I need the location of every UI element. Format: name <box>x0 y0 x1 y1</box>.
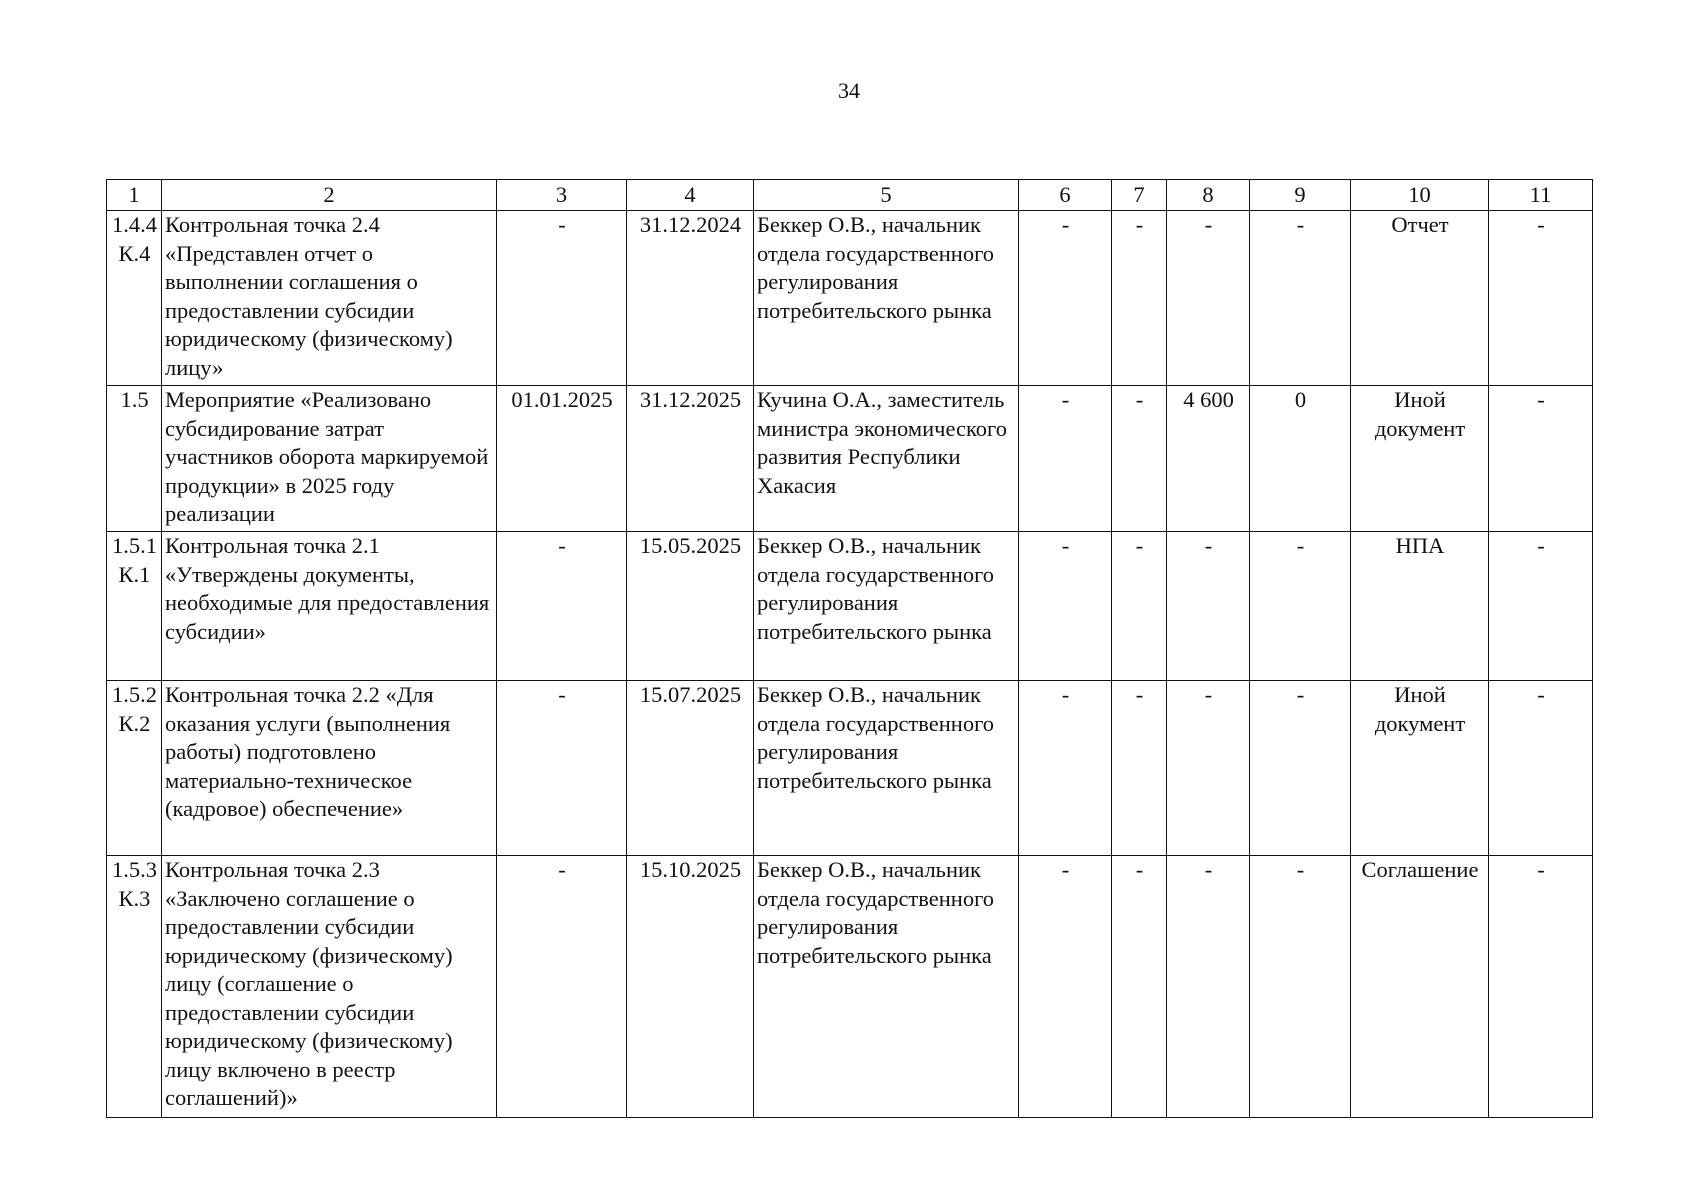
document-type: Соглашение <box>1351 856 1489 1118</box>
start-date: - <box>497 681 627 856</box>
column-header: 10 <box>1351 180 1489 211</box>
page-number: 34 <box>838 78 860 103</box>
start-date: - <box>497 211 627 386</box>
cell-col-7: - <box>1112 681 1167 856</box>
column-header: 5 <box>754 180 1019 211</box>
cell-col-11: - <box>1489 211 1593 386</box>
table-row <box>107 856 1593 1118</box>
responsible: Беккер О.В., начальник отдела государственного регулирования потребительского рынка <box>754 211 1019 386</box>
cell-col-8: 4 600 <box>1167 386 1250 532</box>
row-number: 1.5.2 К.2 <box>107 681 162 856</box>
table-row <box>107 681 1593 856</box>
responsible: Беккер О.В., начальник отдела государственного регулирования потребительского рынка <box>754 532 1019 681</box>
column-header: 9 <box>1250 180 1351 211</box>
cell-col-7: - <box>1112 856 1167 1118</box>
cell-col-9: - <box>1250 856 1351 1118</box>
cell-col-8: - <box>1167 532 1250 681</box>
cell-col-9: 0 <box>1250 386 1351 532</box>
responsible: Кучина О.А., заместитель министра экономического развития Республики Хакасия <box>754 386 1019 532</box>
end-date: 15.07.2025 <box>627 681 754 856</box>
cell-col-7: - <box>1112 211 1167 386</box>
cell-col-7: - <box>1112 386 1167 532</box>
table-row <box>107 211 1593 386</box>
responsible: Беккер О.В., начальник отдела государственного регулирования потребительского рынка <box>754 856 1019 1118</box>
end-date: 15.10.2025 <box>627 856 754 1118</box>
cell-col-7: - <box>1112 532 1167 681</box>
table-row <box>107 386 1593 532</box>
start-date: - <box>497 532 627 681</box>
cell-col-6: - <box>1019 532 1112 681</box>
column-header: 4 <box>627 180 754 211</box>
document-type: Иной документ <box>1351 681 1489 856</box>
cell-col-9: - <box>1250 211 1351 386</box>
start-date: 01.01.2025 <box>497 386 627 532</box>
row-number: 1.5.1 К.1 <box>107 532 162 681</box>
row-name: Мероприятие «Реализовано субсидирование затрат участников оборота маркируемой продукции» в 2025 году реализации <box>162 386 497 532</box>
row-name: Контрольная точка 2.3 «Заключено соглашение о предоставлении субсидии юридическому (физическому) лицу (соглашение о предоставлении субсидии юридическому (физическому) лицу включено в реестр соглашений)» <box>162 856 497 1118</box>
responsible: Беккер О.В., начальник отдела государственного регулирования потребительского рынка <box>754 681 1019 856</box>
table-row <box>107 532 1593 681</box>
column-header: 2 <box>162 180 497 211</box>
cell-col-11: - <box>1489 532 1593 681</box>
cell-col-8: - <box>1167 211 1250 386</box>
end-date: 15.05.2025 <box>627 532 754 681</box>
document-type: НПА <box>1351 532 1489 681</box>
row-name: Контрольная точка 2.4 «Представлен отчет о выполнении соглашения о предоставлении субсидии юридическому (физическому) лицу» <box>162 211 497 386</box>
cell-col-8: - <box>1167 681 1250 856</box>
cell-col-9: - <box>1250 532 1351 681</box>
row-number: 1.4.4 К.4 <box>107 211 162 386</box>
document-type: Иной документ <box>1351 386 1489 532</box>
cell-col-6: - <box>1019 211 1112 386</box>
column-header: 6 <box>1019 180 1112 211</box>
row-name: Контрольная точка 2.1 «Утверждены документы, необходимые для предоставления субсидии» <box>162 532 497 681</box>
cell-col-9: - <box>1250 681 1351 856</box>
column-header: 7 <box>1112 180 1167 211</box>
row-name: Контрольная точка 2.2 «Для оказания услуги (выполнения работы) подготовлено материально-техническое (кадровое) обеспечение» <box>162 681 497 856</box>
column-header: 3 <box>497 180 627 211</box>
column-header: 8 <box>1167 180 1250 211</box>
row-number: 1.5.3 К.3 <box>107 856 162 1118</box>
document-type: Отчет <box>1351 211 1489 386</box>
row-number: 1.5 <box>107 386 162 532</box>
column-header: 1 <box>107 180 162 211</box>
control-points-table <box>106 179 1593 1118</box>
cell-col-8: - <box>1167 856 1250 1118</box>
cell-col-11: - <box>1489 386 1593 532</box>
cell-col-11: - <box>1489 681 1593 856</box>
start-date: - <box>497 856 627 1118</box>
header-row <box>107 180 1593 211</box>
cell-col-6: - <box>1019 856 1112 1118</box>
end-date: 31.12.2025 <box>627 386 754 532</box>
cell-col-6: - <box>1019 681 1112 856</box>
cell-col-6: - <box>1019 386 1112 532</box>
end-date: 31.12.2024 <box>627 211 754 386</box>
column-header: 11 <box>1489 180 1593 211</box>
cell-col-11: - <box>1489 856 1593 1118</box>
